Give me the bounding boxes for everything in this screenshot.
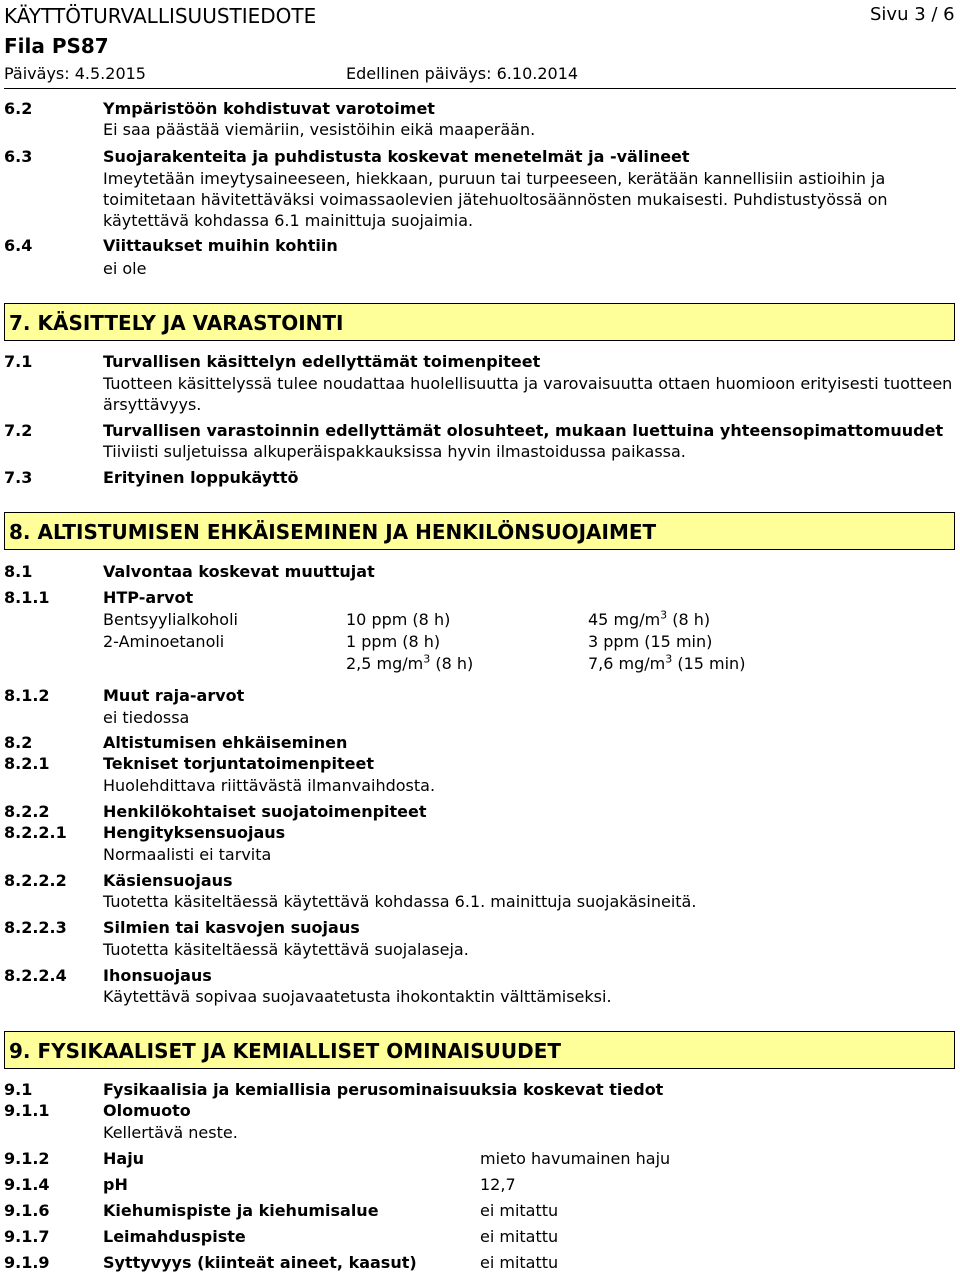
subsection-heading: Viittaukset muihin kohtiin	[103, 236, 338, 255]
section-number: 9.1.4	[4, 1175, 50, 1194]
property-label: Haju	[103, 1149, 145, 1168]
section-title: 8. ALTISTUMISEN EHKÄISEMINEN JA HENKILÖNSUOJAIMET	[9, 520, 657, 544]
section-number: 8.2.2.2	[4, 871, 67, 890]
subsection-text: Kellertävä neste.	[103, 1123, 238, 1142]
section-number: 9.1.1	[4, 1101, 50, 1120]
subsection-heading: Fysikaalisia ja kemiallisia perusominaisuuksia koskevat tiedot	[103, 1080, 664, 1099]
product-name: Fila PS87	[4, 34, 109, 58]
subsection-heading: Tekniset torjuntatoimenpiteet	[103, 754, 374, 773]
property-label: pH	[103, 1175, 128, 1194]
section-number: 8.2	[4, 733, 33, 752]
subsection-heading: Erityinen loppukäyttö	[103, 468, 299, 487]
property-value: ei mitattu	[480, 1201, 559, 1220]
section-number: 7.1	[4, 352, 33, 371]
section-number: 6.2	[4, 99, 33, 118]
issue-date: Päiväys: 4.5.2015	[4, 64, 146, 83]
section-number: 9.1.9	[4, 1253, 50, 1272]
subsection-heading: Turvallisen varastoinnin edellyttämät olosuhteet, mukaan luettuina yhteensopimattomuudet	[103, 421, 944, 440]
section-number: 9.1	[4, 1080, 33, 1099]
property-value: mieto havumainen haju	[480, 1149, 671, 1168]
section-9-banner	[4, 1031, 955, 1069]
htp-value: 10 ppm (8 h)	[346, 610, 451, 629]
section-number: 8.2.2.1	[4, 823, 67, 842]
section-number: 9.1.7	[4, 1227, 50, 1246]
htp-value: 7,6 $mg/m^3$ (15 min)	[588, 652, 746, 673]
section-title: 7. KÄSITTELY JA VARASTOINTI	[9, 311, 344, 335]
subsection-heading: Ympäristöön kohdistuvat varotoimet	[103, 99, 435, 118]
document-title: KÄYTTÖTURVALLISUUSTIEDOTE	[4, 4, 317, 28]
section-number: 8.2.2.3	[4, 918, 67, 937]
subsection-text: ei ole	[103, 259, 147, 278]
section-number: 8.1.1	[4, 588, 50, 607]
subsection-text: Käytettävä sopivaa suojavaatetusta ihokontaktin välttämiseksi.	[103, 987, 612, 1006]
section-number: 9.1.2	[4, 1149, 50, 1168]
subsection-heading: Silmien tai kasvojen suojaus	[103, 918, 360, 937]
section-number: 8.1	[4, 562, 33, 581]
subsection-heading: Käsiensuojaus	[103, 871, 233, 890]
subsection-text: Tiiviisti suljetuissa alkuperäispakkauksissa hyvin ilmastoidussa paikassa.	[103, 442, 686, 461]
property-value: ei mitattu	[480, 1253, 559, 1272]
section-8-banner	[4, 512, 955, 550]
subsection-text: Imeytetään imeytysaineeseen, hiekkaan, puruun tai turpeeseen, kerätään kannellisiin astioihin ja toimitetaan hävitettäväksi voimassaolevien jätehuoltosäännösten mukaisesti. Puhdistustyössä on käytettävä kohdassa 6.1 mainittuja suojaimia.	[103, 169, 888, 230]
section-number: 7.3	[4, 468, 33, 487]
section-number: 9.1.6	[4, 1201, 50, 1220]
htp-substance: 2-Aminoetanoli	[103, 632, 225, 651]
property-value: ei mitattu	[480, 1227, 559, 1246]
subsection-text: Huolehdittava riittävästä ilmanvaihdosta.	[103, 776, 436, 795]
section-number: 6.3	[4, 147, 33, 166]
property-label: Kiehumispiste ja kiehumisalue	[103, 1201, 379, 1220]
page-number: Sivu 3 / 6	[870, 4, 955, 25]
subsection-text: Tuotetta käsiteltäessä käytettävä suojalaseja.	[103, 940, 469, 959]
subsection-text: Ei saa päästää viemäriin, vesistöihin eikä maaperään.	[103, 120, 536, 139]
subsection-heading: Hengityksensuojaus	[103, 823, 286, 842]
section-number: 8.2.2	[4, 802, 50, 821]
header-divider	[4, 88, 956, 89]
section-title: 9. FYSIKAALISET JA KEMIALLISET OMINAISUUDET	[9, 1039, 562, 1063]
section-number: 8.2.1	[4, 754, 50, 773]
subsection-heading: Valvontaa koskevat muuttujat	[103, 562, 375, 581]
section-number: 8.2.2.4	[4, 966, 67, 985]
htp-value: 45 $mg/m^3$ (8 h)	[588, 608, 711, 629]
subsection-heading: Muut raja-arvot	[103, 686, 245, 705]
subsection-heading: Altistumisen ehkäiseminen	[103, 733, 348, 752]
subsection-text: ei tiedossa	[103, 708, 190, 727]
subsection-text: Tuotteen käsittelyssä tulee noudattaa huolellisuutta ja varovaisuutta ottaen huomioon erityisesti tuotteen ärsyttävyys.	[103, 374, 953, 414]
section-7-banner	[4, 303, 955, 341]
htp-value: 3 ppm (15 min)	[588, 632, 713, 651]
htp-value: 2,5 $mg/m^3$ (8 h)	[346, 652, 474, 673]
subsection-text: Tuotetta käsiteltäessä käytettävä kohdassa 6.1. mainittuja suojakäsineitä.	[103, 892, 697, 911]
htp-substance: Bentsyylialkoholi	[103, 610, 238, 629]
property-label: Syttyvyys (kiinteät aineet, kaasut)	[103, 1253, 417, 1272]
subsection-heading: Olomuoto	[103, 1101, 191, 1120]
htp-value: 1 ppm (8 h)	[346, 632, 441, 651]
subsection-heading: Ihonsuojaus	[103, 966, 212, 985]
property-value: 12,7	[480, 1175, 516, 1194]
property-label: Leimahduspiste	[103, 1227, 246, 1246]
section-number: 6.4	[4, 236, 33, 255]
section-number: 8.1.2	[4, 686, 50, 705]
subsection-heading: HTP-arvot	[103, 588, 194, 607]
subsection-heading: Turvallisen käsittelyn edellyttämät toimenpiteet	[103, 352, 541, 371]
section-number: 7.2	[4, 421, 33, 440]
subsection-heading: Suojarakenteita ja puhdistusta koskevat menetelmät ja -välineet	[103, 147, 690, 166]
subsection-text: Normaalisti ei tarvita	[103, 845, 272, 864]
previous-date: Edellinen päiväys: 6.10.2014	[346, 64, 579, 83]
subsection-heading: Henkilökohtaiset suojatoimenpiteet	[103, 802, 427, 821]
